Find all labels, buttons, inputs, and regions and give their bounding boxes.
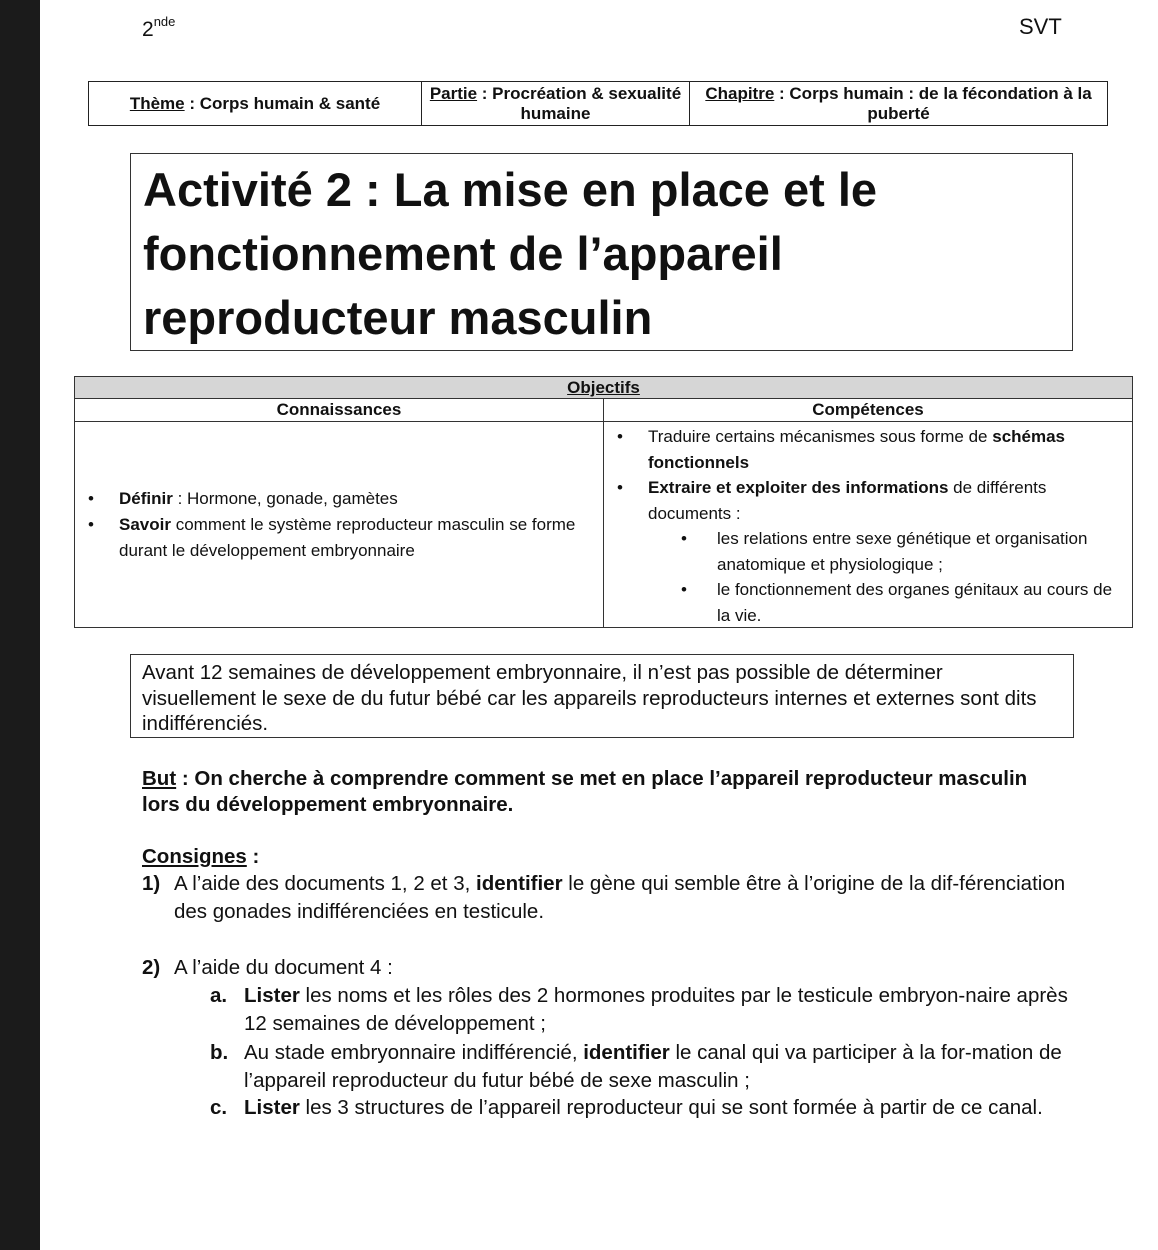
question-2a <box>210 982 1074 1038</box>
question-text: les noms et les rôles des 2 hormones produites par le testicule embryon-naire après 12 semaines de développement ; <box>244 984 1068 1035</box>
question-text-post: le gène qui semble être à l’origine de la dif-férenciation des gonades indifférenciées en testicule. <box>174 872 1066 923</box>
class-level-number: 2 <box>142 18 154 41</box>
question-text: les 3 structures de l’appareil reproducteur qui se sont formée à partir de ce canal. <box>299 1096 1043 1119</box>
chapitre-label: Chapitre <box>705 83 775 103</box>
instructions-suffix: : <box>246 845 260 868</box>
subquestion-letter: a. <box>210 984 228 1007</box>
class-level-suffix: nde <box>153 14 176 29</box>
chapitre-value: : Corps humain : de la fécondation à la puberté <box>774 83 1092 123</box>
question-text-pre: A l’aide des documents 1, 2 et 3, <box>174 872 476 895</box>
question-keyword: identifier <box>476 872 563 895</box>
question-text: A l’aide du document 4 : <box>174 956 393 979</box>
list-item <box>648 424 1118 475</box>
competences-list <box>648 424 1118 628</box>
title-box <box>130 153 1073 351</box>
partie-cell <box>422 82 690 126</box>
info-table <box>88 81 1108 126</box>
question-number: 2) <box>142 956 161 979</box>
competences-heading: Compétences <box>604 399 1133 422</box>
goal-text: : On cherche à comprendre comment se met en place l’appareil reproducteur masculin lors du développement embryonnaire. <box>142 767 1028 816</box>
subquestion-letter: c. <box>210 1096 228 1119</box>
item-keyword: schémas fonctionnels <box>648 427 1066 472</box>
item-keyword: Extraire et exploiter des informations <box>648 478 949 497</box>
class-level <box>142 14 175 42</box>
partie-label: Partie <box>429 83 478 103</box>
instructions-heading <box>142 845 259 869</box>
theme-value: : Corps humain & santé <box>184 93 381 113</box>
sub-list-item: • les relations entre sexe génétique et organisation anatomique et physiologique ; <box>717 526 1118 577</box>
list-item <box>648 475 1118 628</box>
objectives-heading: Objectifs <box>567 378 640 397</box>
chapitre-cell <box>690 82 1108 126</box>
connaissances-heading: Connaissances <box>75 399 604 422</box>
question-keyword: Lister <box>244 1096 300 1119</box>
question-2c <box>210 1094 1074 1122</box>
item-text: de différents documents : <box>648 478 1047 523</box>
partie-value: : Procréation & sexualité humaine <box>477 83 682 123</box>
item-text: Traduire certains mécanismes sous forme de <box>648 427 993 446</box>
question-1 <box>142 870 1074 926</box>
theme-cell <box>89 82 422 126</box>
goal-statement <box>142 766 1062 818</box>
theme-label: Thème <box>129 93 185 113</box>
activity-title: Activité 2 : La mise en place et le fonctionnement de l’appareil reproducteur masculin <box>143 163 878 344</box>
list-item <box>119 512 589 564</box>
competences-sublist <box>648 526 1118 628</box>
item-text: : Hormone, gonade, gamètes <box>172 489 398 508</box>
question-keyword: Lister <box>244 984 300 1007</box>
objectives-table <box>74 376 1133 628</box>
subject-label: SVT <box>1019 14 1062 39</box>
item-keyword: Savoir <box>119 515 171 534</box>
connaissances-cell <box>75 422 604 628</box>
competences-cell <box>604 422 1133 628</box>
question-2 <box>142 954 1074 982</box>
goal-label: But <box>142 767 177 790</box>
instructions-label: Consignes <box>142 845 247 868</box>
left-dark-margin <box>0 0 40 1250</box>
question-text: le canal qui va participer à la for-mation de l’appareil reproducteur du futur bébé de sexe masculin ; <box>244 1041 1062 1092</box>
question-number: 1) <box>142 872 161 895</box>
intro-box: Avant 12 semaines de développement embryonnaire, il n’est pas possible de déterminer visuellement le sexe de du futur bébé car les appareils reproducteurs internes et externes sont dits indifférenciés. <box>130 654 1074 738</box>
question-2b <box>210 1039 1074 1095</box>
list-item <box>119 486 589 512</box>
item-keyword: Définir <box>119 489 173 508</box>
item-text: comment le système reproducteur masculin se forme durant le développement embryonnaire <box>119 515 576 560</box>
question-keyword: identifier <box>583 1041 670 1064</box>
question-text-pre: Au stade embryonnaire indifférencié, <box>244 1041 584 1064</box>
subquestion-letter: b. <box>210 1041 229 1064</box>
sub-list-item: • le fonctionnement des organes génitaux au cours de la vie. <box>717 577 1118 628</box>
objectives-heading-cell <box>75 377 1133 399</box>
connaissances-list <box>119 486 589 564</box>
